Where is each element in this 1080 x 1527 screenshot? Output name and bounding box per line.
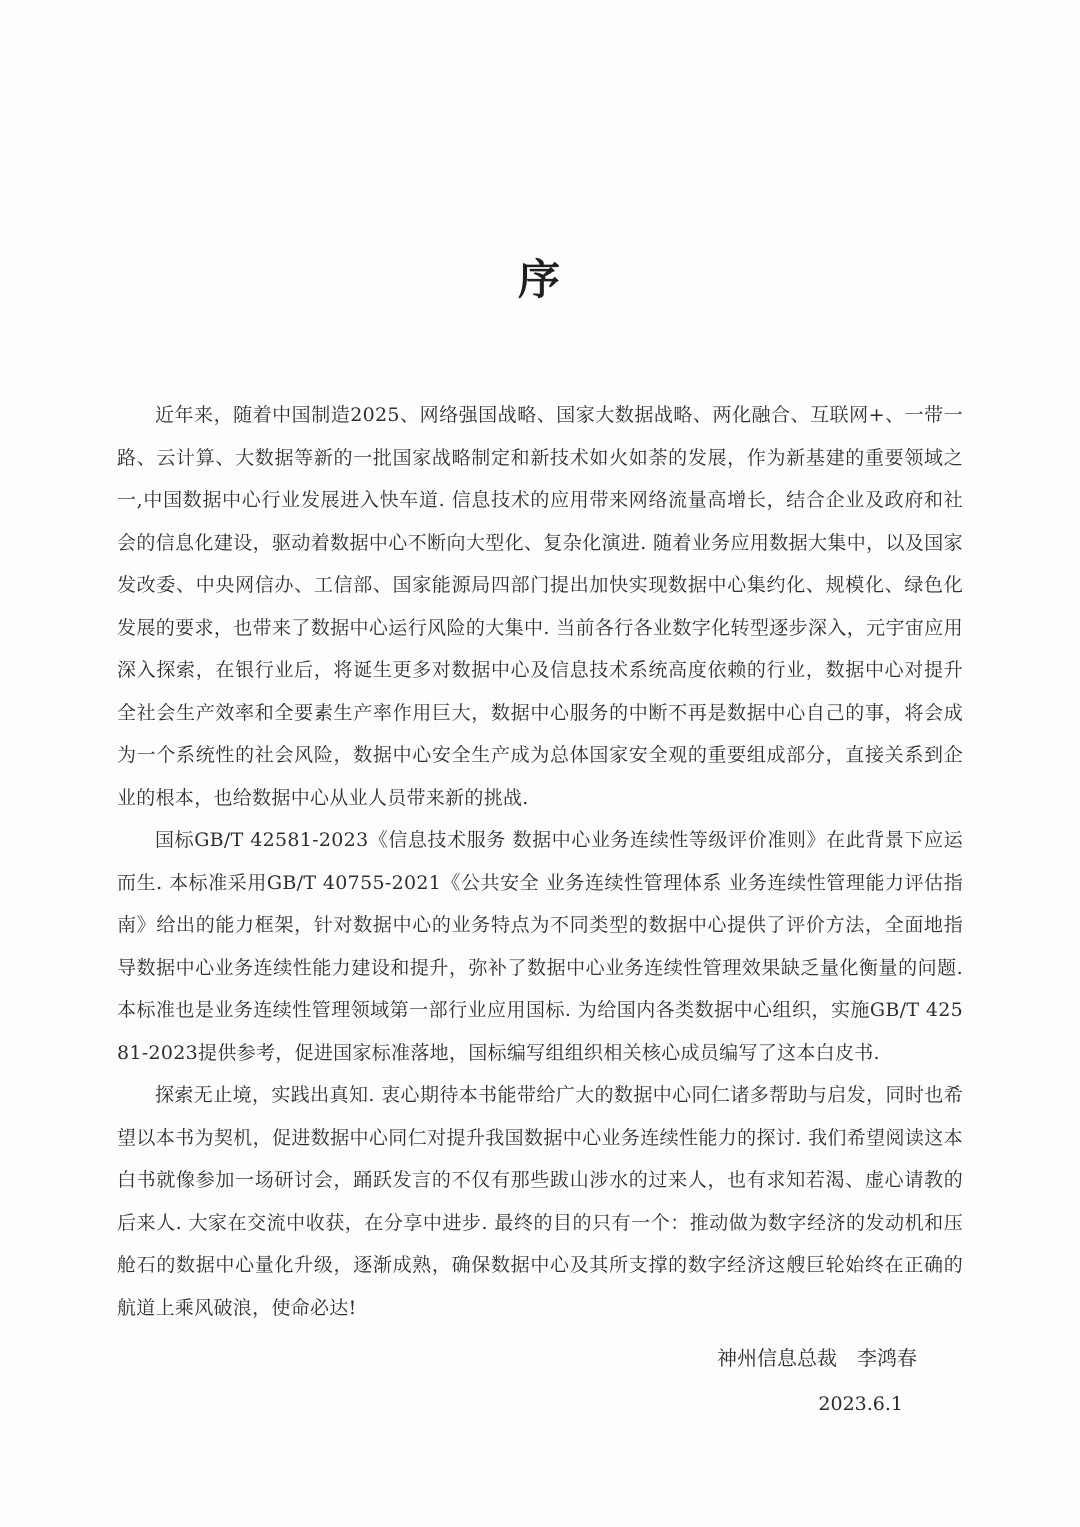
preface-paragraph-2: 国标GB/T 42581-2023《信息技术服务 数据中心业务连续性等级评价准则》在此背景下应运而生. 本标准采用GB/T 40755-2021《公共安全 业务连续性管理体系 业务连续性管理能力评估指南》给出的能力框架，针对数据中心的业务特点为不同类型的数据中心提供了评价方法，全面地指导数据中心业务连续性能力建设和提升，弥补了数据中心业务连续性管理效果缺乏量化衡量的问题. 本标准也是业务连续性管理领域第一部行业应用国标. 为给国内各类数据中心组织，实施GB/T 42581-2023提供参考，促进国家标准落地，国标编写组组织相关核心成员编写了这本白皮书. bbox=[117, 829, 963, 1064]
signature-date: 2023.6.1 bbox=[818, 1393, 903, 1415]
preface-paragraph-3: 探索无止境，实践出真知. 衷心期待本书能带给广大的数据中心同仁诸多帮助与启发，同时也希望以本书为契机，促进数据中心同仁对提升我国数据中心业务连续性能力的探讨. 我们希望阅读这本白书就像参加一场研讨会，踊跃发言的不仅有那些跋山涉水的过来人，也有求知若渴、虚心请教的后来人. 大家在交流中收获，在分享中进步. 最终的目的只有一个：推动做为数字经济的发动机和压舱石的数据中心量化升级，逐渐成熟，确保数据中心及其所支撑的数字经济这艘巨轮始终在正确的航道上乘风破浪，使命必达! bbox=[117, 1084, 963, 1319]
signature-author: 神州信息总裁 李鸿春 bbox=[717, 1346, 917, 1370]
preface-paragraph-1: 近年来，随着中国制造2025、网络强国战略、国家大数据战略、两化融合、互联网+、一带一路、云计算、大数据等新的一批国家战略制定和新技术如火如荼的发展，作为新基建的重要领域之一,中国数据中心行业发展进入快车道. 信息技术的应用带来网络流量高增长，结合企业及政府和社会的信息化建设，驱动着数据中心不断向大型化、复杂化演进. 随着业务应用数据大集中，以及国家发改委、中央网信办、工信部、国家能源局四部门提出加快实现数据中心集约化、规模化、绿色化发展的要求，也带来了数据中心运行风险的大集中. 当前各行各业数字化转型逐步深入，元宇宙应用深入探索，在银行业后，将诞生更多对数据中心及信息技术系统高度依赖的行业，数据中心对提升全社会生产效率和全要素生产率作用巨大，数据中心服务的中断不再是数据中心自己的事，将会成为一个系统性的社会风险，数据中心安全生产成为总体国家安全观的重要组成部分，直接关系到企业的根本，也给数据中心从业人员带来新的挑战. bbox=[117, 404, 963, 809]
signature-block bbox=[117, 1335, 963, 1427]
preface-body bbox=[117, 394, 963, 1427]
page-title: 序 bbox=[517, 255, 562, 304]
